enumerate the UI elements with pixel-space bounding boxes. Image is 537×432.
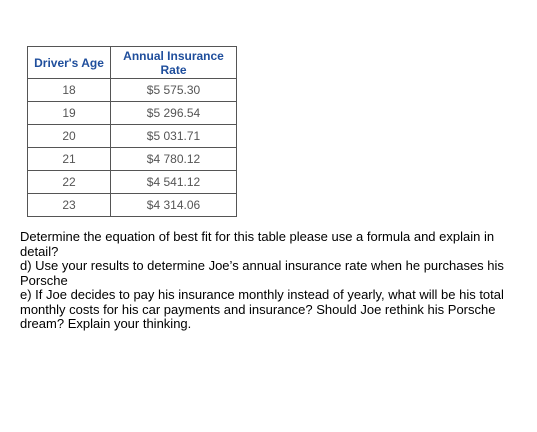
rate-cell: $4 780.12 <box>111 148 237 171</box>
table-row <box>28 148 237 171</box>
age-cell: 23 <box>28 194 111 217</box>
header-drivers-age: Driver's Age <box>28 47 111 79</box>
age-cell: 18 <box>28 79 111 102</box>
table-row <box>28 171 237 194</box>
age-cell: 19 <box>28 102 111 125</box>
header-annual-insurance-rate: Annual Insurance Rate <box>111 47 237 79</box>
rate-cell: $5 031.71 <box>111 125 237 148</box>
rate-cell: $4 541.12 <box>111 171 237 194</box>
question-d: d) Use your results to determine Joe’s annual insurance rate when he purchases his Porsche <box>20 258 504 288</box>
rate-cell: $5 575.30 <box>111 79 237 102</box>
rate-cell: $4 314.06 <box>111 194 237 217</box>
insurance-rate-table <box>27 46 237 217</box>
question-e: e) If Joe decides to pay his insurance monthly instead of yearly, what will be his total monthly costs for his car payments and insurance? Should Joe rethink his Porsche dream? Explain your thinking. <box>20 287 504 331</box>
age-cell: 21 <box>28 148 111 171</box>
question-text-block <box>20 230 520 332</box>
age-cell: 20 <box>28 125 111 148</box>
table-row <box>28 102 237 125</box>
table-header-row <box>28 47 237 79</box>
best-fit-question: Determine the equation of best fit for this table please use a formula and explain in detail? <box>20 229 495 259</box>
age-cell: 22 <box>28 171 111 194</box>
table-row <box>28 194 237 217</box>
table-row <box>28 79 237 102</box>
rate-cell: $5 296.54 <box>111 102 237 125</box>
table-row <box>28 125 237 148</box>
